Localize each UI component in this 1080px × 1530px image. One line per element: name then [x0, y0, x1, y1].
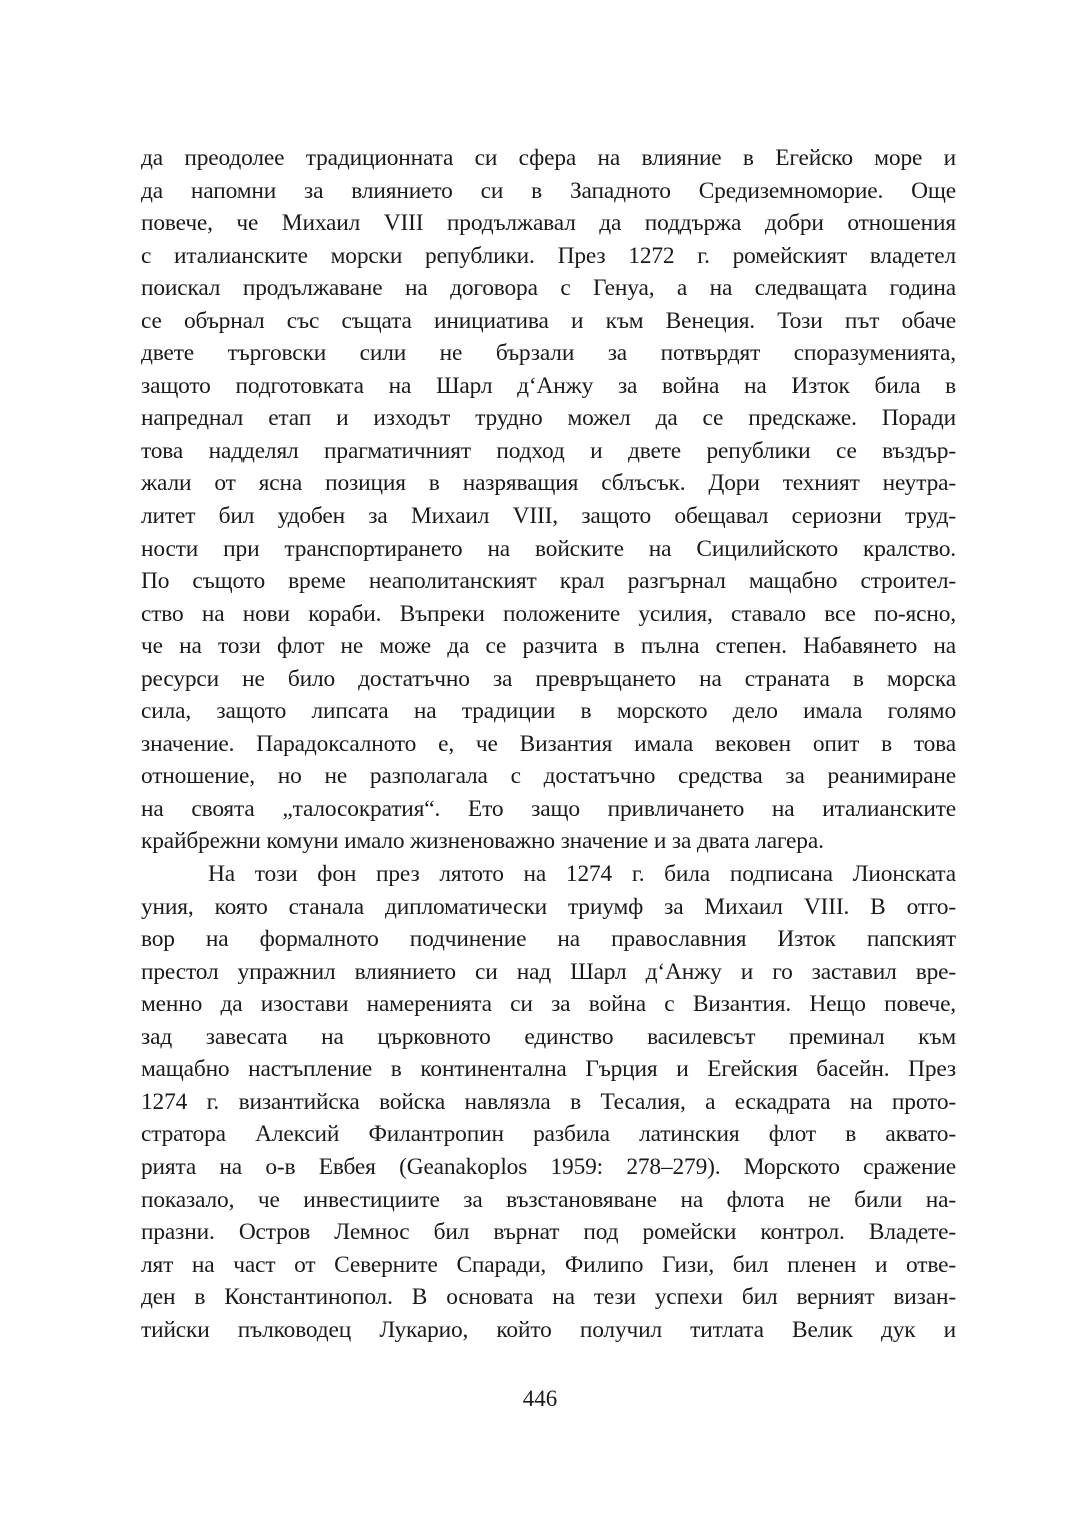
- text-line: ство на нови кораби. Въпреки положените усилия, ставало все по-ясно,: [141, 600, 956, 627]
- text-line: празни. Остров Лемнос бил върнат под ромейски контрол. Владете-: [141, 1219, 956, 1246]
- text-line: да преодолее традиционната си сфера на влияние в Егейско море и: [141, 145, 956, 171]
- text-line: повече, че Михаил VIII продължавал да поддържа добри отношения: [141, 210, 956, 237]
- text-line: На този фон през лятото на 1274 г. била подписана Лионската: [208, 861, 956, 888]
- paragraph-2: [141, 858, 956, 1346]
- page-number: 446: [522, 1386, 558, 1411]
- text-line: поискал продължаване на договора с Генуа, а на следващата година: [141, 275, 956, 302]
- text-line: тийски пълководец Лукарио, който получил титлата Велик дук и: [141, 1316, 956, 1343]
- text-line: стратора Алексий Филантропин разбила латинския флот в аквато-: [141, 1121, 956, 1148]
- paragraph-1: [141, 142, 956, 858]
- text-line: 1274 г. византийска войска навлязла в Тесалия, а ескадрата на прото-: [141, 1088, 956, 1115]
- text-line: уния, която станала дипломатически триумф за Михаил VIII. В отго-: [141, 893, 956, 920]
- text-line: рията на о-в Евбея (Geanakoplos 1959: 278–279). Морското сражение: [141, 1153, 956, 1180]
- text-line: мащабно настъпление в континентална Гърция и Егейския басейн. През: [141, 1056, 956, 1083]
- text-line: жали от ясна позиция в назряващия сблъсък. Дори техният неутра-: [141, 470, 956, 497]
- text-line: напреднал етап и изходът трудно можел да се предскаже. Поради: [141, 405, 956, 432]
- text-line: ресурси не било достатъчно за превръщането на страната в морска: [141, 665, 956, 692]
- text-line: По същото време неаполитанският крал разгърнал мащабно строител-: [141, 568, 956, 595]
- text-line: ности при транспортирането на войските на Сицилийското кралство.: [141, 535, 956, 562]
- text-line: се обърнал със същата инициатива и към Венеция. Този път обаче: [141, 307, 956, 334]
- text-line: показало, че инвестициите за възстановяване на флота не били на-: [141, 1186, 956, 1213]
- text-line: отношение, но не разполагала с достатъчно средства за реанимиране: [141, 763, 956, 790]
- text-line: литет бил удобен за Михаил VIII, защото обещавал сериозни труд-: [141, 503, 956, 530]
- text-line: на своята „талосократия“. Ето защо привличането на италианските: [141, 795, 956, 822]
- text-line: зад завесата на църковното единство василевсът преминал към: [141, 1023, 956, 1050]
- text-line: значение. Парадоксалното е, че Византия имала вековен опит в това: [141, 730, 956, 757]
- text-line: че на този флот не може да се разчита в пълна степен. Набавянето на: [141, 633, 956, 660]
- text-line: ден в Константинопол. В основата на тези успехи бил верният визан-: [141, 1284, 956, 1311]
- text-line: защото подготовката на Шарл д‘Анжу за война на Изток била в: [141, 372, 956, 399]
- text-line: престол упражнил влиянието си над Шарл д‘Анжу и го заставил вре-: [141, 958, 956, 985]
- text-line: сила, защото липсата на традиции в морското дело имала голямо: [141, 698, 956, 725]
- text-line: менно да изостави намеренията си за война с Византия. Нещо повече,: [141, 991, 956, 1018]
- page-text-body: [141, 142, 956, 1346]
- text-line: вор на формалното подчинение на православния Изток папският: [141, 926, 956, 953]
- text-line: с италианските морски републики. През 1272 г. ромейският владетел: [141, 242, 956, 269]
- text-line: да напомни за влиянието си в Западното Средиземноморие. Още: [141, 177, 956, 204]
- text-line: това надделял прагматичният подход и двете републики се въздър-: [141, 437, 956, 464]
- text-line: крайбрежни комуни имало жизненоважно значение и за двата лагера.: [141, 828, 824, 855]
- text-line: двете търговски сили не бързали за потвърдят споразуменията,: [141, 340, 956, 367]
- text-line: лят на част от Северните Спаради, Филипо Гизи, бил пленен и отве-: [141, 1251, 956, 1278]
